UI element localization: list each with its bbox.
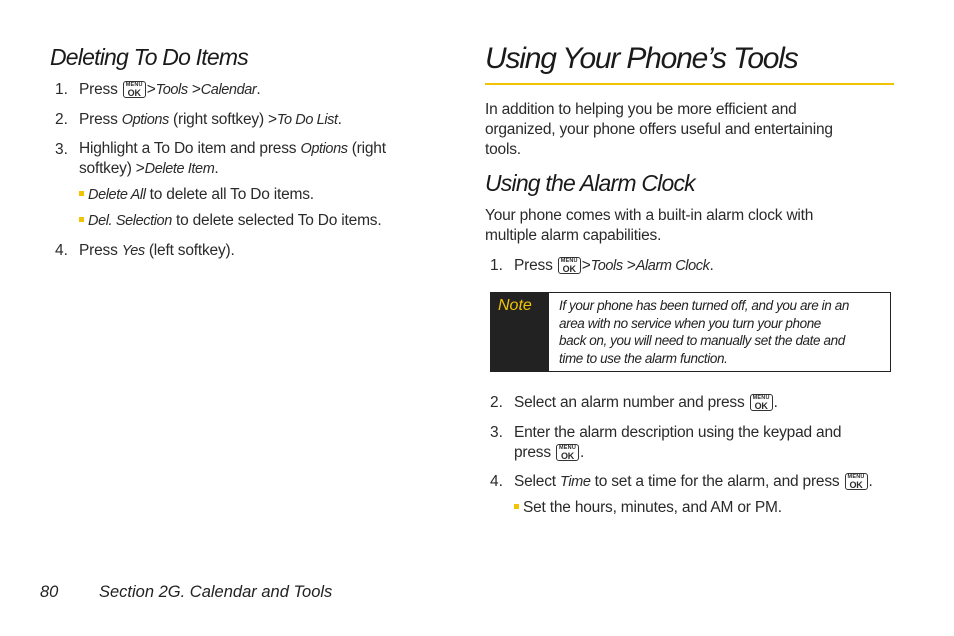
step-number: 1. (490, 257, 503, 274)
step-number: 1. (55, 81, 68, 98)
left-step-2: Press Options (right softkey) >To Do List. (79, 111, 342, 128)
menu-ok-key-icon: MENU OK (845, 473, 868, 490)
bullet-icon (514, 504, 519, 509)
section-heading: Using the Alarm Clock (485, 170, 695, 196)
left-bullet-1: Delete All to delete all To Do items. (79, 185, 314, 205)
separator: > (191, 81, 201, 98)
step-number: 3. (55, 141, 68, 158)
option-delete-all: Delete All (88, 187, 146, 203)
page-title: Using Your Phone’s Tools (485, 42, 798, 75)
softkey-yes: Yes (121, 243, 145, 259)
separator: > (146, 81, 156, 98)
right-bullet: Set the hours, minutes, and AM or PM. (514, 498, 782, 518)
menu-ok-key-icon: MENU OK (750, 394, 773, 411)
menu-path-alarm-clock: Alarm Clock (635, 258, 710, 274)
separator: > (581, 257, 591, 274)
option-time: Time (560, 474, 591, 490)
step-number: 4. (490, 473, 503, 490)
right-step-2: Select an alarm number and press MENU OK . (514, 394, 778, 411)
step-number: 2. (55, 111, 68, 128)
softkey-options: Options (121, 112, 169, 128)
bullet-icon (79, 191, 84, 196)
right-step-4: Select Time to set a time for the alarm, and press MENU OK . (514, 473, 873, 490)
left-step-1: Press MENU OK >Tools >Calendar. (79, 81, 261, 98)
left-heading: Deleting To Do Items (50, 44, 248, 70)
menu-ok-key-icon: MENU OK (558, 257, 581, 274)
menu-ok-key-icon: MENU OK (556, 444, 579, 461)
intro-paragraph: In addition to helping you be more efficient and organized, your phone offers useful and entertaining tools. (485, 101, 833, 158)
separator: > (135, 160, 145, 177)
left-step-3: Highlight a To Do item and press Options (right softkey) >Delete Item. (79, 140, 386, 177)
step-number: 3. (490, 424, 503, 441)
note-text: If your phone has been turned off, and you are in an area with no service when you turn your phone back on, you will need to manually set the date and time to use the alarm function. (559, 298, 849, 366)
left-bullet-2: Del. Selection to delete selected To Do items. (79, 211, 381, 231)
step-number: 2. (490, 394, 503, 411)
note-box (490, 292, 891, 372)
menu-path-tools: Tools (155, 82, 188, 98)
right-step-1: Press MENU OK >Tools >Alarm Clock. (514, 257, 714, 274)
menu-path-todo: To Do List (276, 112, 338, 128)
bullet-icon (79, 217, 84, 222)
left-step-4: Press Yes (left softkey). (79, 242, 235, 259)
separator: > (268, 111, 277, 128)
title-rule (485, 83, 894, 85)
page-number: 80 (40, 583, 59, 601)
menu-path-calendar: Calendar (200, 82, 257, 98)
separator: > (626, 257, 636, 274)
menu-ok-key-icon: MENU OK (123, 81, 146, 98)
menu-path-tools: Tools (590, 258, 623, 274)
option-del-selection: Del. Selection (88, 213, 172, 229)
softkey-options: Options (300, 141, 348, 157)
menu-path-delete-item: Delete Item (144, 161, 215, 177)
section-footer: Section 2G. Calendar and Tools (99, 583, 333, 601)
alarm-paragraph: Your phone comes with a built-in alarm clock with multiple alarm capabilities. (485, 207, 814, 244)
step-text: Press (79, 81, 118, 98)
note-label: Note (498, 297, 532, 314)
step-number: 4. (55, 242, 68, 259)
right-step-3: Enter the alarm description using the keypad and press MENU OK . (514, 424, 842, 461)
